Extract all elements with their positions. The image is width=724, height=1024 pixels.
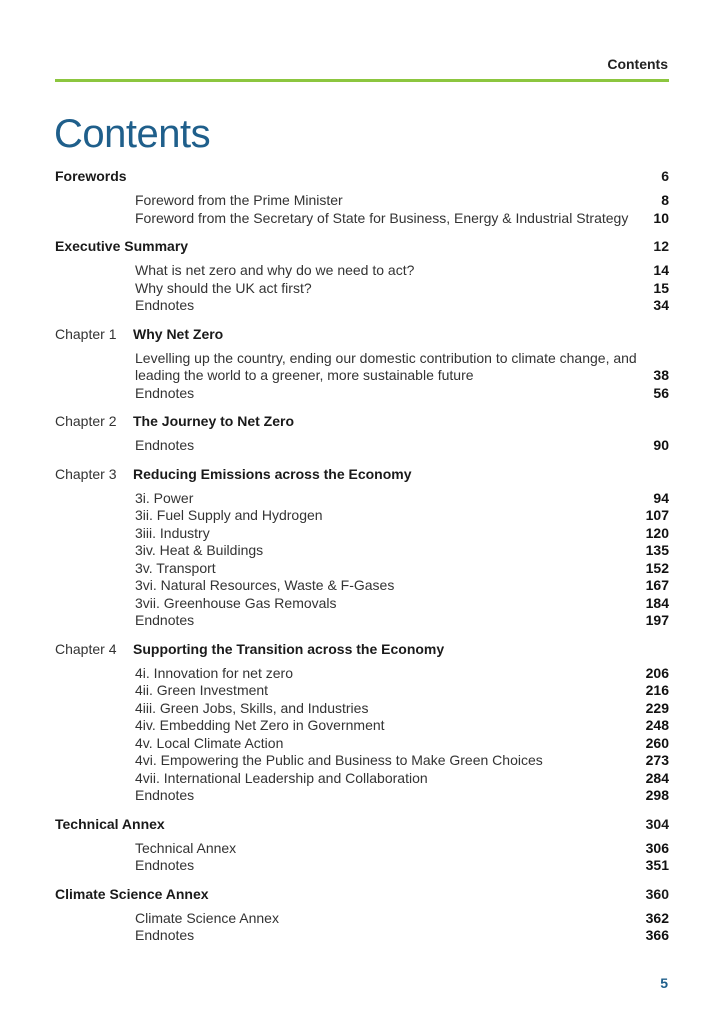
toc-entry-label: 4i. Innovation for net zero [135,664,293,681]
toc-entry-page: 8 [661,192,669,208]
running-header: Contents [607,56,668,72]
toc-entry-label: 3vi. Natural Resources, Waste & F-Gases [135,577,395,593]
toc-section-title-wrap [55,641,444,658]
toc-entry-label: 4iv. Embedding Net Zero in Government [135,717,385,733]
toc-entry[interactable] [55,770,669,788]
toc-section [55,326,669,403]
toc-section-page: 12 [653,238,669,254]
toc-entry-label: Levelling up the country, ending our domestic contribution to climate change, and leading the world to a greener, more sustainable future [135,349,637,383]
toc-entry-label: Why should the UK act first? [135,279,312,296]
toc-entry-label: 3vii. Greenhouse Gas Removals [135,594,337,611]
toc-entry-label: Endnotes [135,787,195,803]
toc-entry-page: 184 [645,594,669,611]
toc-entry-label: Endnotes [135,437,195,453]
toc-entry[interactable] [55,490,669,508]
toc-section-title-wrap [55,238,188,255]
toc-entry-page: 216 [645,682,669,698]
toc-entry-page: 248 [645,717,669,733]
toc-section-title-wrap [55,326,223,343]
toc-section-page: 360 [645,885,669,902]
toc-section-title-wrap [55,168,127,185]
toc-section [55,238,669,315]
toc-entry-page: 34 [653,297,669,313]
toc-entry-page: 351 [645,857,669,873]
toc-entry[interactable] [55,507,669,525]
toc-entry[interactable] [55,840,669,858]
toc-section-title-wrap [55,413,294,430]
toc-section-heading[interactable] [55,326,669,343]
toc-section-heading[interactable] [55,886,669,903]
toc-entry-page: 167 [645,577,669,593]
toc-entry-page: 273 [645,752,669,768]
toc-entry[interactable] [55,210,669,228]
toc-entry-page: 10 [653,209,669,226]
chapter-label: Chapter 3 [55,465,117,482]
toc-entry[interactable] [55,857,669,875]
toc-section-title: Technical Annex [55,815,165,832]
toc-section-page: 6 [661,168,669,184]
toc-entry[interactable] [55,682,669,700]
toc-entry-label: 4vii. International Leadership and Collaboration [135,769,428,786]
page-number: 5 [660,975,668,991]
toc-entry-label: 3v. Transport [135,559,216,576]
toc-entry[interactable] [55,717,669,735]
toc-entry[interactable] [55,787,669,805]
toc-entry-label: 3ii. Fuel Supply and Hydrogen [135,507,323,523]
toc-entry-page: 229 [645,699,669,716]
toc-entry[interactable] [55,612,669,630]
table-of-contents [55,168,669,956]
header-rule [55,79,669,82]
chapter-label: Chapter 1 [55,325,117,342]
toc-entry[interactable] [55,262,669,280]
toc-entry[interactable] [55,280,669,298]
toc-entry-page: 206 [645,664,669,681]
toc-entry[interactable] [55,350,669,385]
toc-section-title: Climate Science Annex [55,885,209,902]
toc-section-title: Reducing Emissions across the Economy [133,465,412,482]
toc-entry[interactable] [55,297,669,315]
toc-entry-label: 3iv. Heat & Buildings [135,542,264,558]
toc-entry-page: 120 [645,524,669,541]
toc-section-heading[interactable] [55,413,669,430]
toc-entry-page: 135 [645,542,669,558]
toc-section-title-wrap [55,466,412,483]
toc-section [55,641,669,805]
toc-entry[interactable] [55,595,669,613]
toc-section-title-wrap [55,886,209,903]
toc-entry-page: 14 [653,262,669,278]
toc-entry-label: Climate Science Annex [135,909,279,926]
toc-entry-page: 152 [645,559,669,576]
toc-section-heading[interactable] [55,466,669,483]
chapter-label: Chapter 4 [55,640,117,657]
toc-entry-page: 15 [653,279,669,296]
toc-entry[interactable] [55,927,669,945]
toc-entry-label: Endnotes [135,612,195,628]
toc-entry-label: What is net zero and why do we need to act? [135,262,415,278]
toc-section-heading[interactable] [55,641,669,658]
toc-entry-page: 94 [653,489,669,506]
toc-section-page: 304 [645,815,669,832]
toc-section [55,168,669,227]
toc-entry[interactable] [55,735,669,753]
toc-entry-page: 306 [645,839,669,856]
toc-entry[interactable] [55,525,669,543]
toc-entry-page: 90 [653,437,669,453]
toc-entry-label: 3iii. Industry [135,524,210,541]
toc-section-title: Why Net Zero [133,325,224,342]
toc-section-title: Supporting the Transition across the Economy [133,640,445,657]
toc-entry[interactable] [55,385,669,403]
toc-section [55,886,669,945]
page-title: Contents [54,112,211,156]
toc-entry-page: 260 [645,734,669,751]
toc-entry-page: 298 [645,787,669,803]
toc-section-heading[interactable] [55,816,669,833]
toc-entry-page: 284 [645,769,669,786]
toc-entry-label: Endnotes [135,927,195,943]
toc-entry[interactable] [55,192,669,210]
toc-entry[interactable] [55,437,669,455]
toc-section [55,816,669,875]
toc-section-title: Executive Summary [55,238,189,254]
toc-entry-page: 38 [653,367,669,383]
toc-entry-label: 4v. Local Climate Action [135,734,284,751]
toc-entry[interactable] [55,752,669,770]
toc-section-heading[interactable] [55,238,669,255]
toc-entry[interactable] [55,665,669,683]
toc-entry-label: 4vi. Empowering the Public and Business to Make Green Choices [135,752,543,768]
toc-entry[interactable] [55,542,669,560]
toc-entry[interactable] [55,910,669,928]
toc-section-title: Forewords [55,168,127,184]
toc-entry-page: 107 [645,507,669,523]
toc-entry-label: Foreword from the Prime Minister [135,192,343,208]
toc-section-title: The Journey to Net Zero [133,413,295,429]
toc-section-title-wrap [55,816,165,833]
toc-entry[interactable] [55,560,669,578]
toc-entry-label: Endnotes [135,384,195,401]
toc-entry-page: 197 [645,612,669,628]
toc-entry-page: 366 [645,927,669,943]
toc-section [55,413,669,455]
toc-entry-label: 4ii. Green Investment [135,682,269,698]
toc-entry-label: Technical Annex [135,839,237,856]
toc-entry-label: Foreword from the Secretary of State for Business, Energy & Industrial Strategy [135,209,629,226]
chapter-label: Chapter 2 [55,413,117,429]
toc-section [55,466,669,630]
toc-entry-label: Endnotes [135,297,195,313]
toc-entry[interactable] [55,577,669,595]
toc-entry-page: 362 [645,909,669,926]
toc-entry-label: 4iii. Green Jobs, Skills, and Industries [135,699,369,716]
toc-section-heading[interactable] [55,168,669,185]
toc-entry[interactable] [55,700,669,718]
toc-entry-label: 3i. Power [135,489,194,506]
toc-entry-page: 56 [653,384,669,401]
toc-entry-label: Endnotes [135,857,195,873]
